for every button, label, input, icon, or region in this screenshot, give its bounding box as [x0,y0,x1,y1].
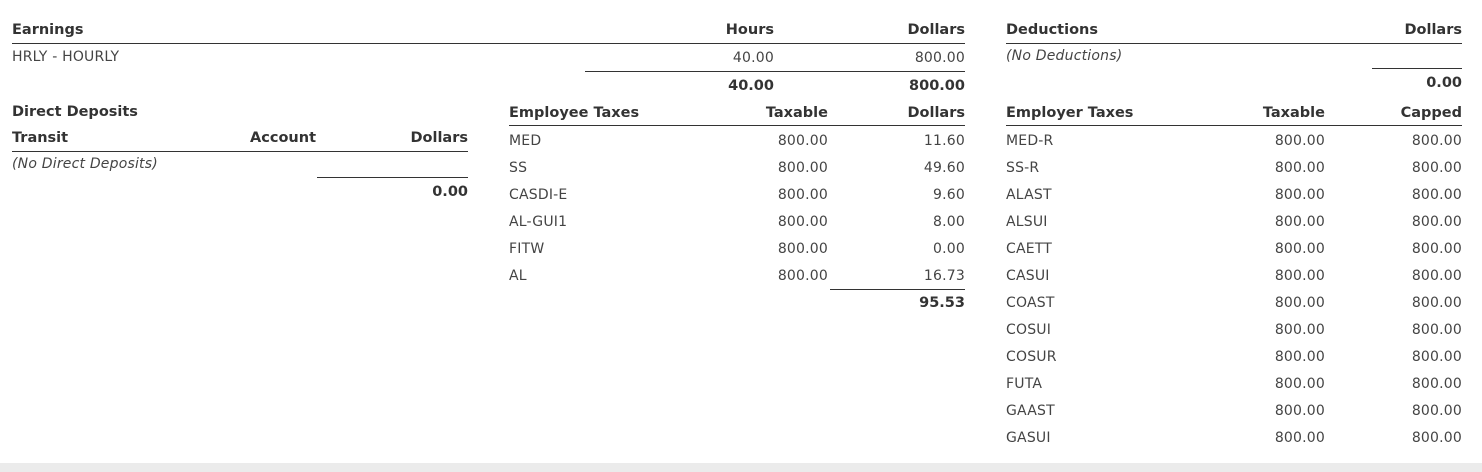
employer-tax-name: COAST [1006,295,1055,311]
deductions-title: Deductions [1006,22,1098,38]
employer-tax-name: MED-R [1006,133,1054,149]
employer-tax-capped: 800.00 [1411,322,1462,338]
earnings-hours-header: Hours [725,22,774,38]
employer-tax-name: ALSUI [1006,214,1048,230]
direct-deposits-transit-header: Transit [12,130,69,146]
earnings-header-rule [12,43,965,44]
employer-tax-capped: 800.00 [1411,376,1462,392]
earnings-row-hours: 40.00 [732,50,774,66]
employer-tax-name: COSUR [1006,349,1057,365]
employee-taxes-taxable-header: Taxable [765,105,828,121]
direct-deposits-total-rule [317,177,468,178]
employee-tax-name: CASDI-E [509,187,568,203]
employer-taxes-taxable-header: Taxable [1262,105,1325,121]
employee-tax-taxable: 800.00 [777,214,828,230]
earnings-row-name: HRLY - HOURLY [12,49,120,65]
direct-deposits-account-header: Account [250,130,316,146]
employer-tax-taxable: 800.00 [1274,268,1325,284]
employer-tax-taxable: 800.00 [1274,133,1325,149]
employer-tax-name: CASUI [1006,268,1050,284]
employer-tax-taxable: 800.00 [1274,187,1325,203]
employer-tax-taxable: 800.00 [1274,241,1325,257]
employee-taxes-header-rule [509,125,965,126]
employer-tax-name: ALAST [1006,187,1052,203]
deductions-empty-text: (No Deductions) [1006,48,1123,64]
employee-tax-dollars: 8.00 [933,214,965,230]
employer-taxes-title: Employer Taxes [1006,105,1134,121]
earnings-total-hours: 40.00 [728,78,774,94]
employer-tax-capped: 800.00 [1411,160,1462,176]
direct-deposits-empty-text: (No Direct Deposits) [12,156,158,172]
earnings-row-dollars: 800.00 [914,50,965,66]
employee-tax-taxable: 800.00 [777,160,828,176]
employee-tax-name: SS [509,160,528,176]
employer-tax-name: GAAST [1006,403,1055,419]
employer-tax-capped: 800.00 [1411,187,1462,203]
employee-tax-name: FITW [509,241,545,257]
employer-tax-taxable: 800.00 [1274,403,1325,419]
employer-tax-capped: 800.00 [1411,349,1462,365]
employee-tax-name: AL [509,268,527,284]
employer-tax-capped: 800.00 [1411,241,1462,257]
deductions-total-rule [1372,68,1462,69]
employee-tax-name: AL-GUI1 [509,214,568,230]
employer-tax-taxable: 800.00 [1274,349,1325,365]
employer-tax-capped: 800.00 [1411,214,1462,230]
employer-tax-taxable: 800.00 [1274,295,1325,311]
employer-tax-capped: 800.00 [1411,133,1462,149]
employee-tax-dollars: 9.60 [933,187,965,203]
employee-tax-name: MED [509,133,542,149]
earnings-dollars-header: Dollars [907,22,965,38]
employer-tax-name: GASUI [1006,430,1051,446]
employer-tax-name: FUTA [1006,376,1043,392]
employer-tax-taxable: 800.00 [1274,322,1325,338]
employee-taxes-total: 95.53 [919,295,965,311]
deductions-total: 0.00 [1426,75,1462,91]
employee-tax-dollars: 16.73 [923,268,965,284]
deductions-header-rule [1006,43,1462,44]
employer-tax-capped: 800.00 [1411,268,1462,284]
earnings-total-rule [585,71,965,72]
employer-tax-capped: 800.00 [1411,295,1462,311]
employer-tax-name: SS-R [1006,160,1040,176]
deductions-dollars-header: Dollars [1404,22,1462,38]
employer-tax-name: CAETT [1006,241,1053,257]
direct-deposits-title: Direct Deposits [12,104,138,120]
earnings-total-dollars: 800.00 [909,78,965,94]
employer-tax-taxable: 800.00 [1274,430,1325,446]
employee-tax-taxable: 800.00 [777,241,828,257]
direct-deposits-total: 0.00 [432,184,468,200]
employee-tax-dollars: 11.60 [923,133,965,149]
employee-tax-taxable: 800.00 [777,268,828,284]
earnings-title: Earnings [12,22,84,38]
employer-taxes-header-rule [1006,125,1462,126]
employee-tax-dollars: 0.00 [933,241,965,257]
employer-tax-name: COSUI [1006,322,1052,338]
employer-tax-capped: 800.00 [1411,430,1462,446]
employer-tax-taxable: 800.00 [1274,214,1325,230]
employee-tax-taxable: 800.00 [777,187,828,203]
employer-tax-capped: 800.00 [1411,403,1462,419]
employee-tax-dollars: 49.60 [923,160,965,176]
direct-deposits-dollars-header: Dollars [410,130,468,146]
employer-taxes-capped-header: Capped [1400,105,1462,121]
employee-taxes-total-rule [830,289,965,290]
employer-tax-taxable: 800.00 [1274,160,1325,176]
employer-tax-taxable: 800.00 [1274,376,1325,392]
employee-taxes-dollars-header: Dollars [907,105,965,121]
employee-taxes-title: Employee Taxes [509,105,640,121]
employee-tax-taxable: 800.00 [777,133,828,149]
direct-deposits-header-rule [12,151,468,152]
